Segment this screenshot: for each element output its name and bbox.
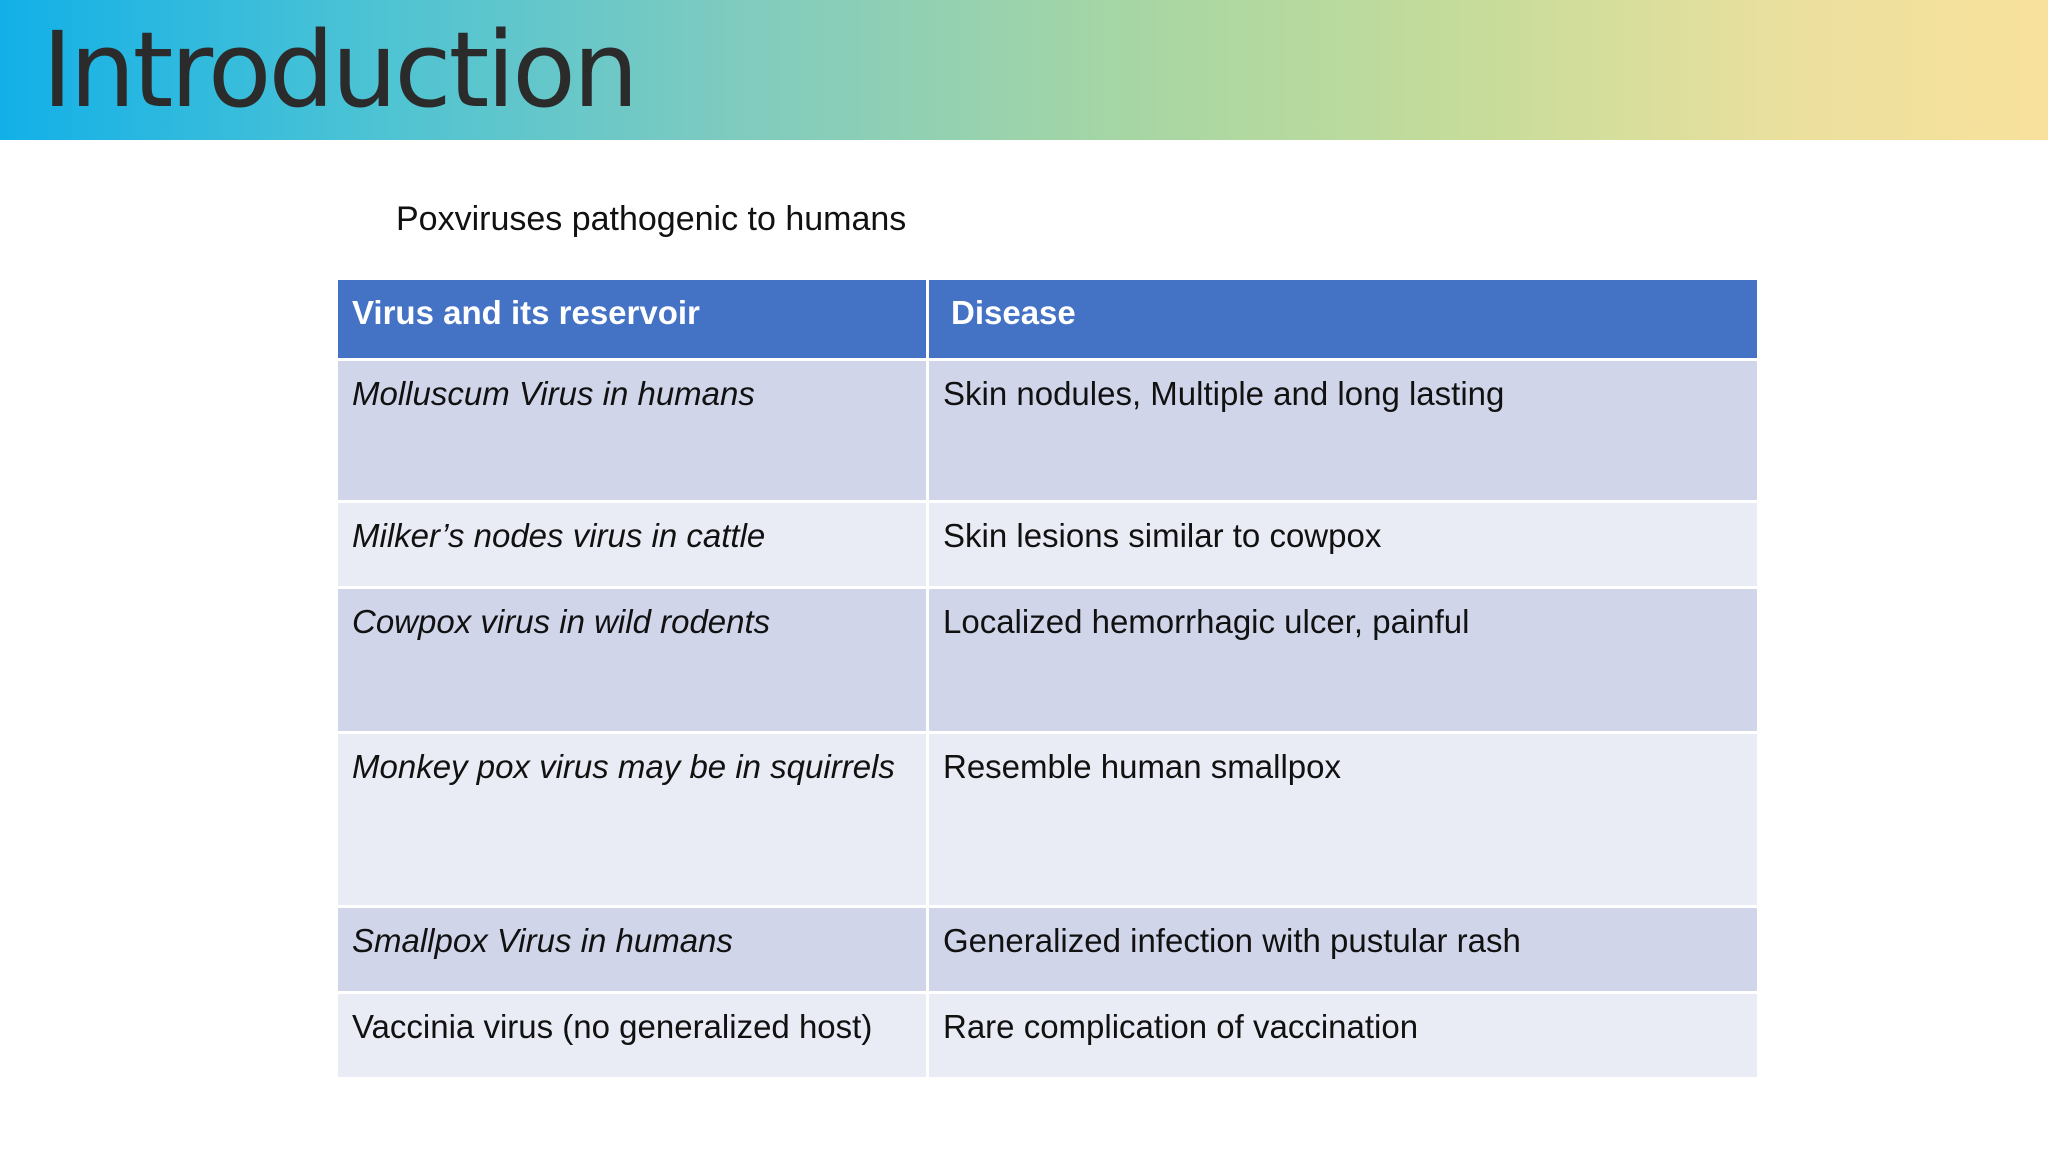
virus-cell: Smallpox Virus in humans [337, 907, 928, 993]
virus-cell: Monkey pox virus may be in squirrels [337, 733, 928, 907]
virus-cell: Molluscum Virus in humans [337, 360, 928, 502]
table-row [337, 907, 1759, 993]
disease-cell: Localized hemorrhagic ulcer, painful [928, 588, 1759, 733]
disease-cell: Resemble human smallpox [928, 733, 1759, 907]
disease-cell: Rare complication of vaccination [928, 993, 1759, 1079]
table-row [337, 588, 1759, 733]
disease-cell: Skin lesions similar to cowpox [928, 502, 1759, 588]
slide-title: Introduction [42, 9, 636, 131]
virus-cell: Cowpox virus in wild rodents [337, 588, 928, 733]
table-row [337, 360, 1759, 502]
column-header-disease: Disease [928, 279, 1759, 360]
virus-cell: Milker’s nodes virus in cattle [337, 502, 928, 588]
disease-cell: Generalized infection with pustular rash [928, 907, 1759, 993]
virus-cell: Vaccinia virus (no generalized host) [337, 993, 928, 1079]
table-header-row [337, 279, 1759, 360]
table-caption: Poxviruses pathogenic to humans [396, 200, 907, 238]
disease-cell: Skin nodules, Multiple and long lasting [928, 360, 1759, 502]
poxvirus-table [335, 277, 1757, 1080]
column-header-virus: Virus and its reservoir [337, 279, 928, 360]
table-row [337, 993, 1759, 1079]
table-row [337, 733, 1759, 907]
table-row [337, 502, 1759, 588]
